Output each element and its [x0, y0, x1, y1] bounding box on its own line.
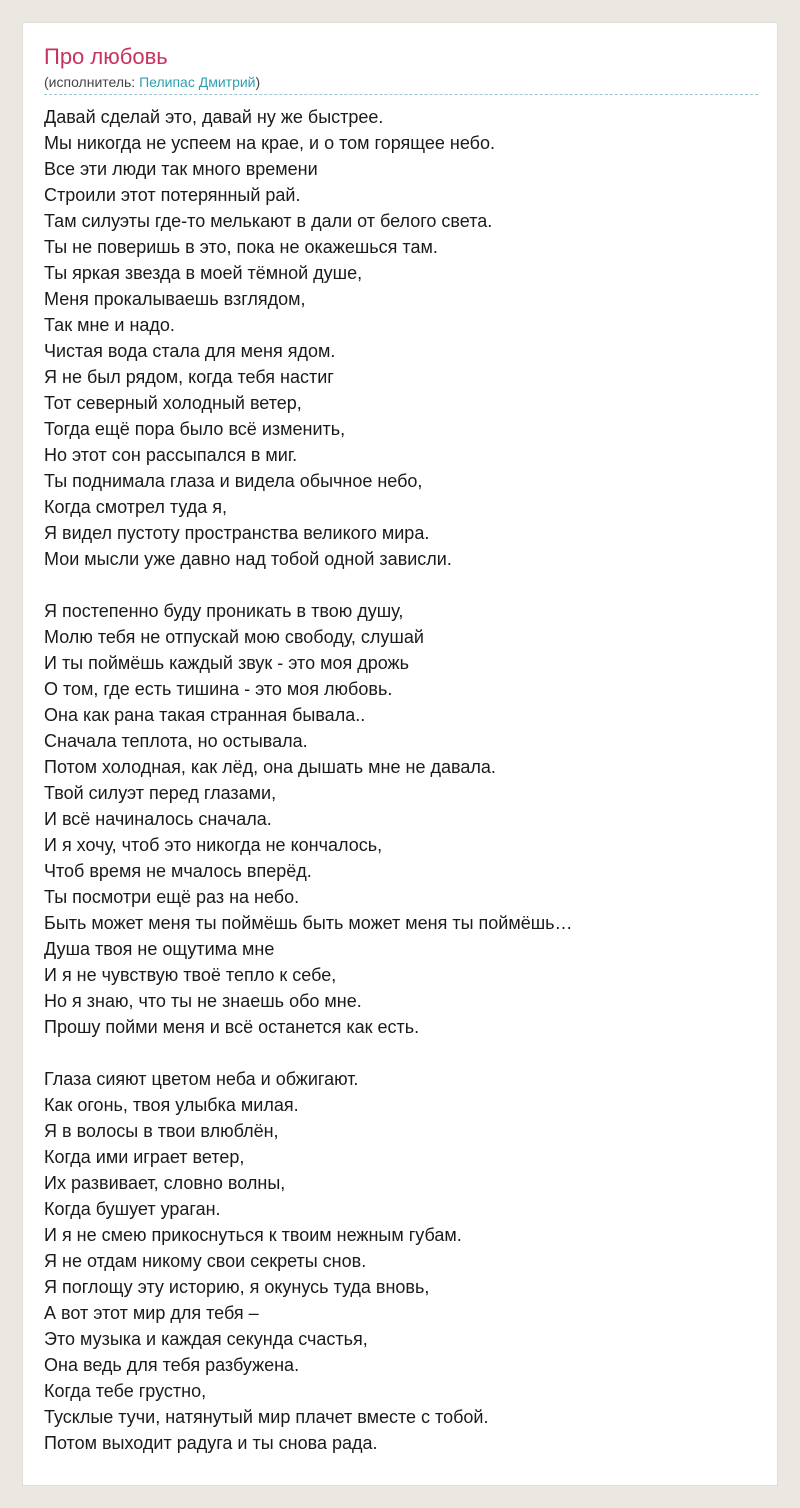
lyrics-line: Она как рана такая странная бывала..	[44, 705, 366, 725]
lyrics-line: Сначала теплота, но остывала.	[44, 731, 308, 751]
lyrics-line: Ты поднимала глаза и видела обычное небо,	[44, 471, 423, 491]
lyrics-line: Быть может меня ты поймёшь быть может меня ты поймёшь…	[44, 913, 573, 933]
lyrics-line: Строили этот потерянный рай.	[44, 185, 301, 205]
lyrics-line: Душа твоя не ощутима мне	[44, 939, 275, 959]
lyrics-line: Когда ими играет ветер,	[44, 1147, 245, 1167]
lyrics-line: Твой силуэт перед глазами,	[44, 783, 277, 803]
lyrics-line: Ты посмотри ещё раз на небо.	[44, 887, 300, 907]
lyrics-line: Все эти люди так много времени	[44, 159, 318, 179]
lyrics-line: Там силуэты где-то мелькают в дали от белого света.	[44, 211, 493, 231]
lyrics-line: А вот этот мир для тебя –	[44, 1303, 259, 1323]
lyrics-line: Я постепенно буду проникать в твою душу,	[44, 601, 404, 621]
lyrics-line: Тусклые тучи, натянутый мир плачет вместе с тобой.	[44, 1407, 489, 1427]
lyrics-line: Я видел пустоту пространства великого мира.	[44, 523, 430, 543]
lyrics-line: Я не отдам никому свои секреты снов.	[44, 1251, 367, 1271]
artist-suffix: )	[255, 74, 261, 90]
lyrics-line: Тогда ещё пора было всё изменить,	[44, 419, 346, 439]
lyrics-line: И ты поймёшь каждый звук - это моя дрожь	[44, 653, 409, 673]
lyrics-line: Но я знаю, что ты не знаешь обо мне.	[44, 991, 362, 1011]
lyrics-line: Чтоб время не мчалось вперёд.	[44, 861, 312, 881]
lyrics-stanza	[44, 104, 758, 572]
artist-prefix: (исполнитель:	[44, 74, 140, 90]
lyrics-line: Их развивает, словно волны,	[44, 1173, 286, 1193]
lyrics-line: Тот северный холодный ветер,	[44, 393, 302, 413]
lyrics-line: Чистая вода стала для меня ядом.	[44, 341, 336, 361]
lyrics-line: И я не смею прикоснуться к твоим нежным губам.	[44, 1225, 462, 1245]
lyrics-line: Мои мысли уже давно над тобой одной зависли.	[44, 549, 452, 569]
lyrics-line: Это музыка и каждая секунда счастья,	[44, 1329, 368, 1349]
lyrics-line: О том, где есть тишина - это моя любовь.	[44, 679, 393, 699]
lyrics-line: Ты не поверишь в это, пока не окажешься там.	[44, 237, 438, 257]
lyrics-line: Как огонь, твоя улыбка милая.	[44, 1095, 299, 1115]
lyrics-stanza	[44, 598, 758, 1040]
lyrics-line: Давай сделай это, давай ну же быстрее.	[44, 107, 384, 127]
artist-link[interactable]: Пелипас Дмитрий	[139, 74, 256, 90]
lyrics-line: Мы никогда не успеем на крае, и о том горящее небо.	[44, 133, 495, 153]
lyrics-line: И я не чувствую твоё тепло к себе,	[44, 965, 337, 985]
lyrics-line: Она ведь для тебя разбужена.	[44, 1355, 300, 1375]
lyrics-line: Ты яркая звезда в моей тёмной душе,	[44, 263, 363, 283]
lyrics-line: Меня прокалываешь взглядом,	[44, 289, 306, 309]
lyrics-line: Прошу пойми меня и всё останется как есть.	[44, 1017, 420, 1037]
lyrics-card	[22, 22, 778, 1486]
lyrics-line: Когда смотрел туда я,	[44, 497, 228, 517]
lyrics-line: Я в волосы в твои влюблён,	[44, 1121, 279, 1141]
lyrics-line: Молю тебя не отпускай мою свободу, слушай	[44, 627, 424, 647]
lyrics-line: Глаза сияют цветом неба и обжигают.	[44, 1069, 359, 1089]
lyrics-line: Потом холодная, как лёд, она дышать мне не давала.	[44, 757, 496, 777]
lyrics-line: Когда бушует ураган.	[44, 1199, 221, 1219]
lyrics-line: Когда тебе грустно,	[44, 1381, 207, 1401]
lyrics-line: Я не был рядом, когда тебя настиг	[44, 367, 334, 387]
lyrics-line: Так мне и надо.	[44, 315, 175, 335]
title-divider	[44, 94, 758, 95]
lyrics-line: Я поглощу эту историю, я окунусь туда вновь,	[44, 1277, 430, 1297]
lyrics-line: Потом выходит радуга и ты снова рада.	[44, 1433, 378, 1453]
lyrics-line: И я хочу, чтоб это никогда не кончалось,	[44, 835, 383, 855]
page-title: Про любовь	[44, 44, 168, 69]
artist-line	[44, 73, 260, 91]
lyrics-body	[44, 104, 758, 1482]
lyrics-stanza	[44, 1066, 758, 1456]
lyrics-line: Но этот сон рассыпался в миг.	[44, 445, 298, 465]
lyrics-line: И всё начиналось сначала.	[44, 809, 272, 829]
